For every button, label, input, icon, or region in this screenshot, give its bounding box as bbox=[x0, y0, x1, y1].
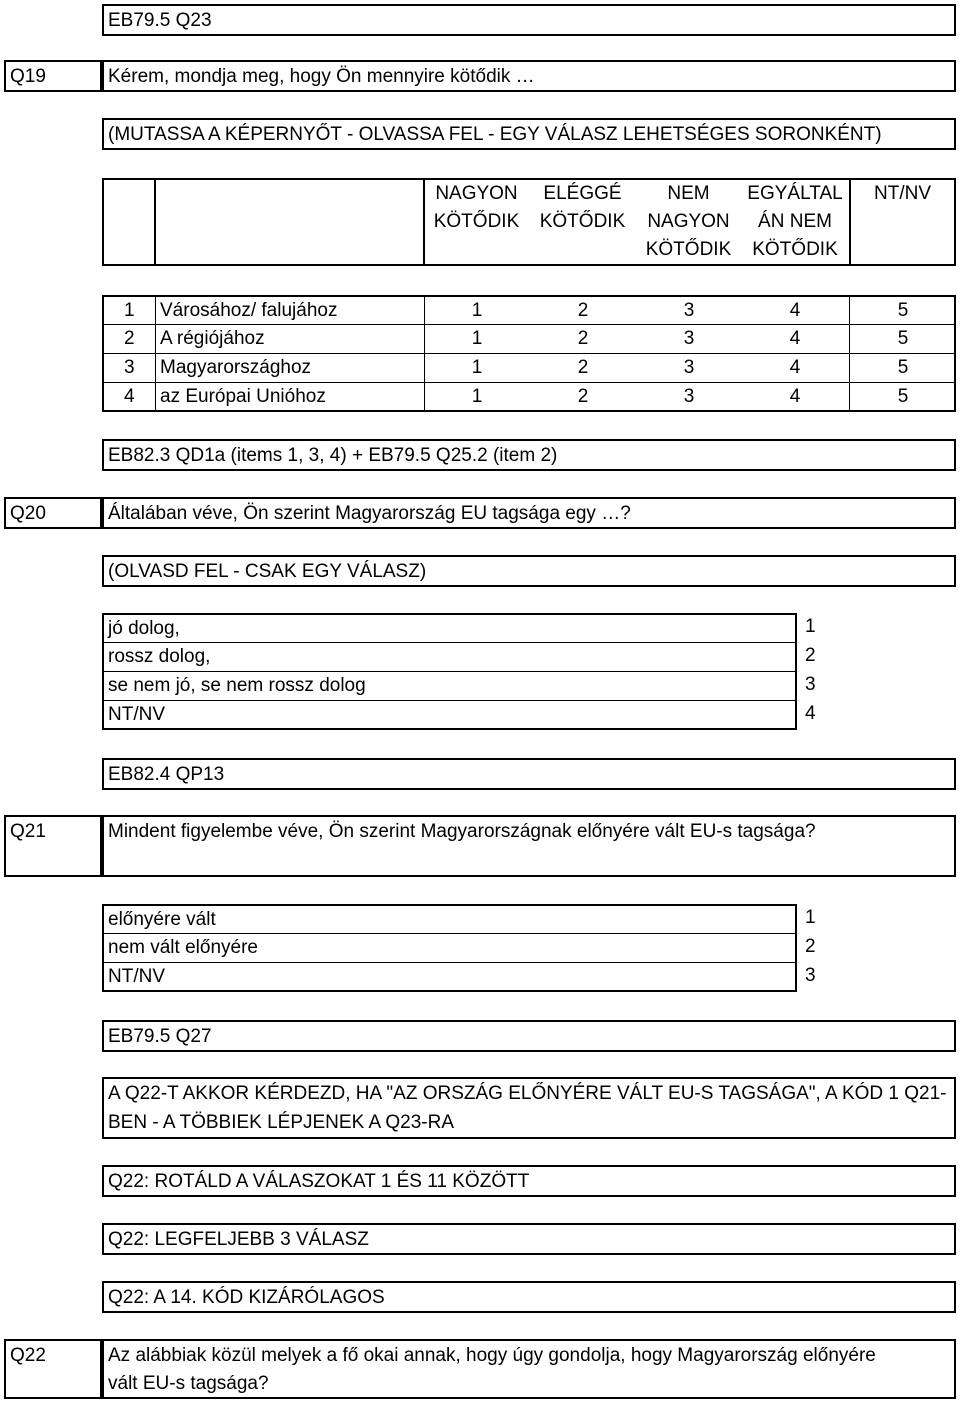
q19-row3-code4: 4 bbox=[789, 357, 801, 378]
q19-row3-code3: 3 bbox=[683, 357, 695, 378]
q19-row4-num: 4 bbox=[124, 386, 135, 407]
q19-col2-l2: KÖTŐDIK bbox=[539, 211, 626, 232]
q22-id-box bbox=[4, 1339, 102, 1399]
q22-filter-box bbox=[102, 1077, 956, 1139]
q19-row2-code3: 3 bbox=[683, 328, 695, 349]
q22-rotate-note: Q22: ROTÁLD A VÁLASZOKAT 1 ÉS 11 KÖZÖTT bbox=[108, 1171, 530, 1192]
q19-row4-num-cell bbox=[102, 382, 156, 412]
q21-option-3-label: NT/NV bbox=[108, 966, 165, 987]
q22-ref: EB79.5 Q27 bbox=[108, 1026, 212, 1047]
q20-option-4-label: NT/NV bbox=[108, 704, 165, 725]
q19-row1-code4: 4 bbox=[789, 300, 801, 321]
q19-row2-num-cell bbox=[102, 324, 156, 354]
q21-option-1 bbox=[102, 904, 797, 934]
q21-ref-box bbox=[102, 758, 956, 790]
q19-row2-num: 2 bbox=[124, 328, 135, 349]
q22-filter-line1: A Q22-T AKKOR KÉRDEZD, HA "AZ ORSZÁG ELŐNYÉRE VÁLT EU-S TAGSÁGA", A KÓD 1 Q21- bbox=[108, 1083, 947, 1104]
q19-row1-label: Városához/ falujához bbox=[160, 300, 338, 321]
q20-option-4 bbox=[102, 700, 797, 730]
q19-row1-code5: 5 bbox=[897, 300, 909, 321]
q19-row2-code5: 5 bbox=[897, 328, 909, 349]
q20-option-1-code: 1 bbox=[805, 616, 816, 637]
q22-id: Q22 bbox=[10, 1345, 46, 1366]
q21-id-box bbox=[4, 815, 102, 877]
q19-row3-num-cell bbox=[102, 353, 156, 383]
q19-row1-code5-cell bbox=[849, 295, 956, 325]
q20-id: Q20 bbox=[10, 503, 46, 524]
q19-row4-code5: 5 bbox=[897, 386, 909, 407]
q19-row3-code5-cell bbox=[849, 353, 956, 383]
q19-row4-code2: 2 bbox=[577, 386, 589, 407]
q19-row4-label: az Európai Unióhoz bbox=[160, 386, 326, 407]
q21-option-3-code: 3 bbox=[805, 965, 816, 986]
q19-row3-label: Magyarországhoz bbox=[160, 357, 312, 378]
q19-header-col-5 bbox=[849, 178, 956, 266]
q19-instruction-box bbox=[102, 118, 956, 150]
q20-option-2 bbox=[102, 642, 797, 672]
q19-row1-codes bbox=[424, 295, 850, 325]
q19-id: Q19 bbox=[10, 66, 46, 87]
q21-ref: EB82.4 QP13 bbox=[108, 764, 225, 785]
q21-option-1-code: 1 bbox=[805, 907, 816, 928]
q21-question-box bbox=[102, 815, 956, 877]
header-ref: EB79.5 Q23 bbox=[108, 10, 212, 31]
q20-option-2-code: 2 bbox=[805, 645, 816, 666]
q22-exclusive-box bbox=[102, 1281, 956, 1313]
q19-row3-num: 3 bbox=[124, 357, 135, 378]
q20-ref: EB82.3 QD1a (items 1, 3, 4) + EB79.5 Q25.2 (item 2) bbox=[108, 445, 558, 466]
q20-question: Általában véve, Ön szerint Magyarország EU tagsága egy …? bbox=[108, 503, 631, 524]
q19-row3-code5: 5 bbox=[897, 357, 909, 378]
q21-option-2-label: nem vált előnyére bbox=[108, 937, 258, 958]
q19-question-box bbox=[102, 60, 956, 92]
q22-exclusive-note: Q22: A 14. KÓD KIZÁRÓLAGOS bbox=[108, 1287, 385, 1308]
q19-row2-code2: 2 bbox=[577, 328, 589, 349]
q20-instruction-box bbox=[102, 555, 956, 587]
q19-col3-l1: NEM bbox=[667, 183, 710, 204]
q19-header-col-1 bbox=[424, 178, 531, 266]
q19-row1-num-cell bbox=[102, 295, 156, 325]
q20-option-3 bbox=[102, 671, 797, 701]
q19-row3-codes bbox=[424, 353, 850, 383]
q19-col4-l2: ÁN NEM bbox=[758, 211, 832, 232]
q22-question-line2: vált EU-s tagsága? bbox=[108, 1373, 269, 1394]
q19-col3-l2: NAGYON bbox=[647, 211, 730, 232]
q19-row1-num: 1 bbox=[124, 300, 135, 321]
q19-row1-label-cell bbox=[155, 295, 425, 325]
q19-row2-code1: 1 bbox=[471, 328, 483, 349]
q19-col1-l1: NAGYON bbox=[435, 183, 518, 204]
q20-option-2-label: rossz dolog, bbox=[108, 646, 211, 667]
q22-max-note: Q22: LEGFELJEBB 3 VÁLASZ bbox=[108, 1229, 369, 1250]
q22-filter-line2: BEN - A TÖBBIEK LÉPJENEK A Q23-RA bbox=[108, 1112, 455, 1133]
q19-row2-codes bbox=[424, 324, 850, 354]
q19-instruction: (MUTASSA A KÉPERNYŐT - OLVASSA FEL - EGY VÁLASZ LEHETSÉGES SORONKÉNT) bbox=[108, 124, 882, 145]
q19-row2-label-cell bbox=[155, 324, 425, 354]
q19-row1-code3: 3 bbox=[683, 300, 695, 321]
q19-col4-l1: EGYÁLTAL bbox=[747, 183, 843, 204]
q22-ref-box bbox=[102, 1020, 956, 1052]
q19-row1-code1: 1 bbox=[471, 300, 483, 321]
q22-question-box bbox=[102, 1339, 956, 1399]
q19-header-blank-2 bbox=[155, 178, 425, 266]
q20-question-box bbox=[102, 497, 956, 529]
q19-row4-codes bbox=[424, 382, 850, 412]
q21-id: Q21 bbox=[10, 821, 46, 842]
q22-max-box bbox=[102, 1223, 956, 1255]
q20-id-box bbox=[4, 497, 102, 529]
q19-row4-code5-cell bbox=[849, 382, 956, 412]
q19-row3-code2: 2 bbox=[577, 357, 589, 378]
q20-option-1-label: jó dolog, bbox=[108, 618, 180, 639]
q19-row2-label: A régiójához bbox=[160, 328, 265, 349]
q19-row1-code2: 2 bbox=[577, 300, 589, 321]
q19-col3-l3: KÖTŐDIK bbox=[645, 239, 732, 260]
q19-row4-code1: 1 bbox=[471, 386, 483, 407]
q19-col4-l3: KÖTŐDIK bbox=[752, 239, 838, 260]
q20-ref-box bbox=[102, 439, 956, 471]
q19-row4-code4: 4 bbox=[789, 386, 801, 407]
q19-col2-l1: ELÉGGÉ bbox=[543, 183, 622, 204]
q19-row3-label-cell bbox=[155, 353, 425, 383]
q19-row4-label-cell bbox=[155, 382, 425, 412]
q22-rotate-box bbox=[102, 1165, 956, 1197]
q19-row4-code3: 3 bbox=[683, 386, 695, 407]
q20-option-3-code: 3 bbox=[805, 674, 816, 695]
q19-question: Kérem, mondja meg, hogy Ön mennyire kötődik … bbox=[108, 66, 535, 87]
q21-option-3 bbox=[102, 962, 797, 992]
q21-option-2-code: 2 bbox=[805, 936, 816, 957]
q21-option-2 bbox=[102, 933, 797, 963]
q20-option-4-code: 4 bbox=[805, 703, 816, 724]
q20-option-1 bbox=[102, 613, 797, 643]
q21-question: Mindent figyelembe véve, Ön szerint Magyarországnak előnyére vált EU-s tagsága? bbox=[108, 821, 816, 842]
q21-option-1-label: előnyére vált bbox=[108, 909, 216, 930]
q20-option-3-label: se nem jó, se nem rossz dolog bbox=[108, 675, 366, 696]
q22-question-line1: Az alábbiak közül melyek a fő okai annak, hogy úgy gondolja, hogy Magyarország előnyére bbox=[108, 1345, 876, 1366]
q19-row2-code5-cell bbox=[849, 324, 956, 354]
header-ref-box bbox=[102, 4, 956, 36]
q20-instruction: (OLVASD FEL - CSAK EGY VÁLASZ) bbox=[108, 561, 427, 582]
q19-header-col-3 bbox=[636, 178, 743, 266]
q19-header-blank-1 bbox=[102, 178, 156, 266]
q19-header-col-4 bbox=[742, 178, 850, 266]
q19-header-col-2 bbox=[530, 178, 637, 266]
q19-row2-code4: 4 bbox=[789, 328, 801, 349]
q19-id-box bbox=[4, 60, 102, 92]
q19-col1-l2: KÖTŐDIK bbox=[433, 211, 520, 232]
q19-col5-l1: NT/NV bbox=[874, 183, 931, 204]
q19-row3-code1: 1 bbox=[471, 357, 483, 378]
